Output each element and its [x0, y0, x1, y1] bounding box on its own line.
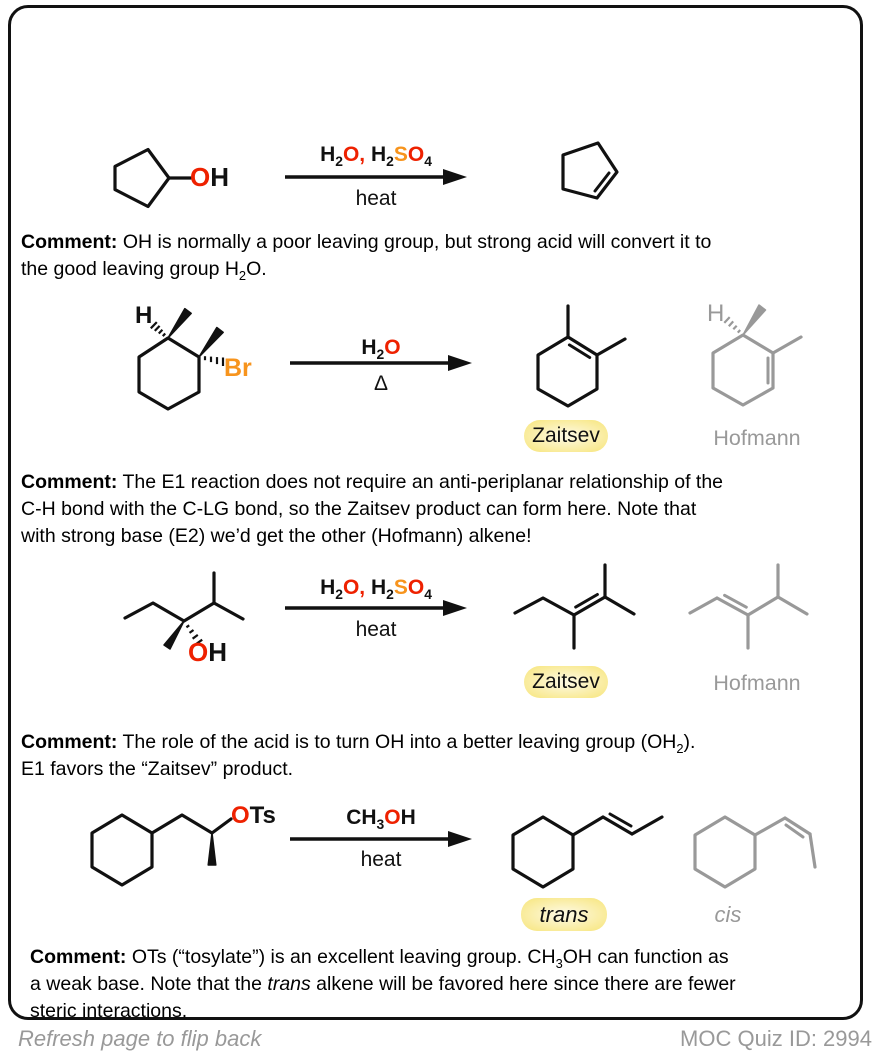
- comment-line: with strong base (E2) we’d get the other (Hofmann) alkene!: [21, 525, 532, 547]
- hofmann-tag-r2: Hofmann: [713, 426, 801, 450]
- br-label-r2: Br: [224, 354, 252, 382]
- hofmann-alkene-structure: [685, 560, 825, 655]
- oh-label-r3: OH: [188, 637, 228, 667]
- quiz-id: MOC Quiz ID: 2994: [680, 1026, 872, 1051]
- comment-line: a weak base. Note that the trans alkene will be favored here since there are fewer: [30, 973, 736, 995]
- cyclopentene-structure: [552, 133, 632, 208]
- zaitsev-alkene-structure: [505, 560, 645, 655]
- hofmann-tag-r3: Hofmann: [713, 671, 801, 695]
- condition-below-arrow-2: Δ: [373, 372, 389, 395]
- comment-1: [21, 229, 711, 283]
- reagents-above-arrow-4: $CH_3OH$: [346, 806, 416, 833]
- trans-alkene-structure: [505, 797, 685, 892]
- dimethylpentanol-structure: [110, 565, 260, 670]
- comment-line: Comment: OTs (“tosylate”) is an excellent leaving group. $CH_3OH$ can function as: [30, 946, 729, 971]
- zaitsev-tag-r2: Zaitsev: [524, 420, 608, 452]
- oh-label-r1: OH: [190, 162, 230, 192]
- zaitsev-dimethylcyclohexene-structure: [528, 298, 643, 416]
- comment-line: steric interactions.: [30, 1000, 188, 1022]
- flip-back-hint: Refresh page to flip back: [18, 1026, 262, 1051]
- ots-label-r4: OTs: [231, 802, 276, 829]
- cis-alkene-structure: [688, 797, 843, 892]
- zaitsev-tag-r3: Zaitsev: [524, 666, 608, 698]
- comment-4: [30, 944, 736, 1025]
- comment-line: C-H bond with the C-LG bond, so the Zaitsev product can form here. Note that: [21, 498, 697, 520]
- reagents-above-arrow-3: $H_2O$, $H_2SO_4$: [320, 576, 432, 603]
- comment-line: Comment: The role of the acid is to turn OH into a better leaving group $(OH_2)$.: [21, 731, 696, 756]
- cis-tag-r4: cis: [714, 902, 742, 927]
- condition-below-arrow-1: heat: [355, 187, 397, 210]
- h-label-r2: H: [135, 302, 153, 329]
- comment-line: E1 favors the “Zaitsev” product.: [21, 758, 294, 780]
- condition-below-arrow-3: heat: [355, 618, 397, 641]
- comment-line: the good leaving group $H_2O$.: [21, 258, 267, 283]
- trans-tag-r4: trans: [521, 898, 607, 931]
- reagents-above-arrow-2: $H_2O$: [361, 336, 401, 363]
- reaction-arrow-3: [283, 596, 469, 620]
- reaction-arrow-1: [283, 165, 469, 189]
- comment-3: [21, 729, 695, 783]
- comment-line: Comment: OH is normally a poor leaving group, but strong acid will convert it to: [21, 231, 712, 253]
- h-label-r2-hofmann: H: [707, 300, 725, 327]
- reagents-above-arrow-1: $H_2O$, $H_2SO_4$: [320, 143, 432, 170]
- comment-line: Comment: The E1 reaction does not require an anti-periplanar relationship of the: [21, 471, 724, 493]
- comment-2: [21, 469, 723, 550]
- condition-below-arrow-4: heat: [360, 848, 402, 871]
